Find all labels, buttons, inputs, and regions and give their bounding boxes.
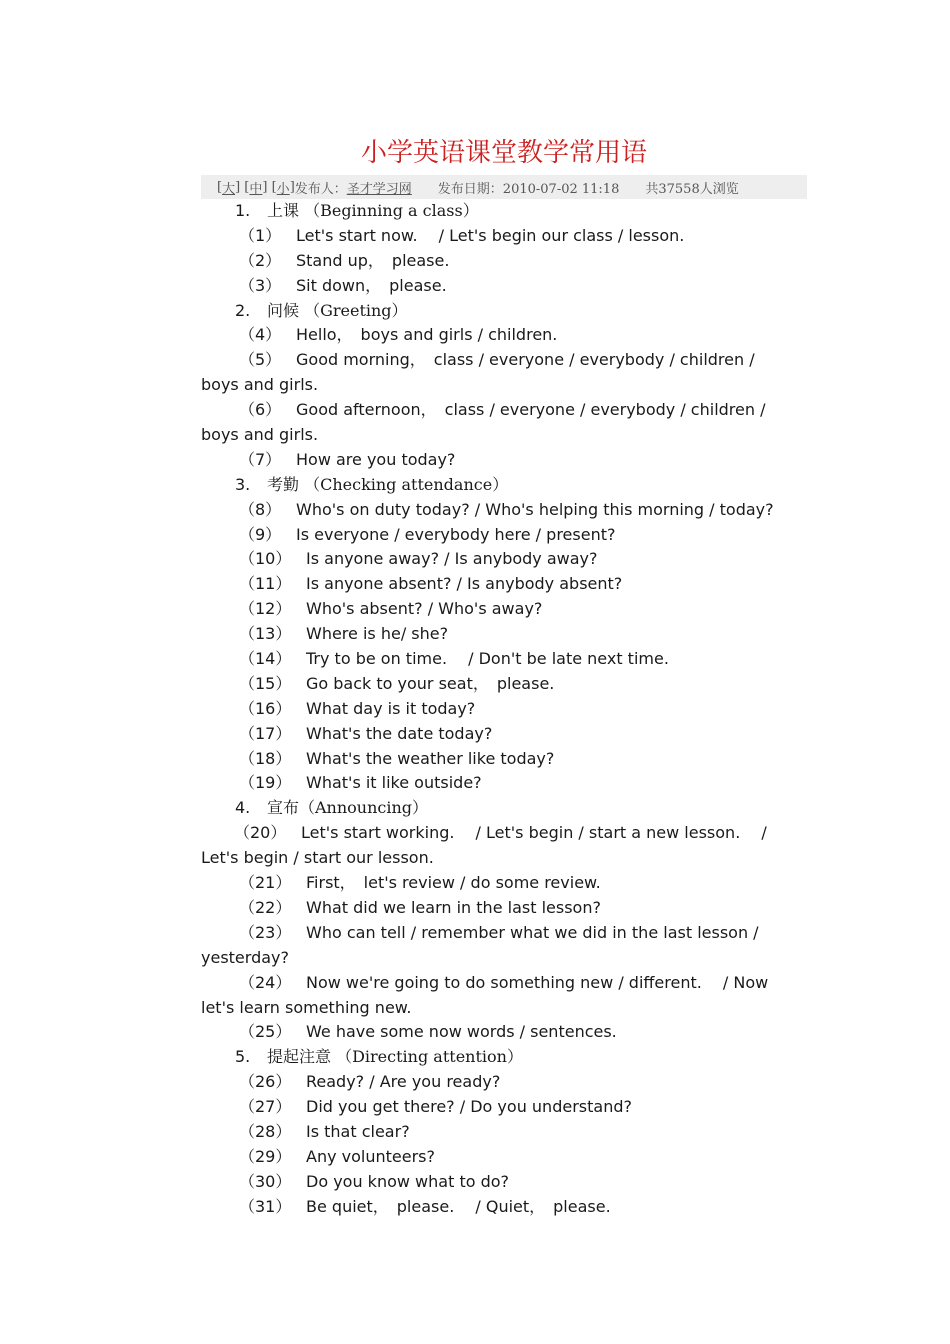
list-item: （10） Is anyone away? / Is anybody away? [239,549,598,569]
font-size-medium-link[interactable]: 中 [249,181,263,197]
section-heading: 3. 考勤 （Checking attendance） [235,474,509,494]
list-item: （12） Who's absent? / Who's away? [239,599,543,619]
list-item: （5） Good morning， class / everyone / everybody / children / [239,350,755,370]
list-item: （20） Let's start working. / Let's begin / start a new lesson. / [234,823,767,843]
list-item-continuation: boys and girls. [201,375,319,395]
publisher-link[interactable]: 圣才学习网 [346,181,412,197]
list-item-continuation: let's learn something new. [201,997,412,1017]
list-item: （24） Now we're going to do something new / different. / Now [239,972,769,992]
list-item: （14） Try to be on time. / Don't be late next time. [239,649,669,669]
list-item: （17） What's the date today? [239,723,493,743]
list-item: （7） How are you today? [239,449,456,469]
list-item: （19） What's it like outside? [239,773,482,793]
list-item: （1） Let's start now. / Let's begin our class / lesson. [239,225,685,245]
list-item: （26） Ready? / Are you ready? [239,1072,501,1092]
section-heading: 1. 上课 （Beginning a class） [235,201,479,220]
font-size-large-link[interactable]: 大 [222,181,236,197]
view-count: 共37558人浏览 [645,181,739,197]
list-item: （13） Where is he/ she? [239,624,449,644]
list-item-continuation: Let's begin / start our lesson. [201,848,434,868]
list-item: （29） Any volunteers? [239,1146,435,1166]
list-item: （4） Hello， boys and girls / children. [239,325,558,345]
section-heading: 2. 问候 （Greeting） [235,300,408,320]
list-item-continuation: yesterday? [201,947,289,967]
article-body [201,199,807,1220]
list-item: （22） What did we learn in the last lesson? [239,897,601,917]
list-item: （11） Is anyone absent? / Is anybody absent? [239,574,623,594]
publisher-label: 发布人： [294,181,347,197]
list-item: （16） What day is it today? [239,698,476,718]
font-size-small-link[interactable]: 小 [276,181,290,197]
list-item: （6） Good afternoon， class / everyone / everybody / children / [239,400,766,420]
list-item: （27） Did you get there? / Do you understand? [239,1097,632,1117]
list-item: （3） Sit down， please. [239,275,447,295]
list-item: （31） Be quiet， please. / Quiet， please. [239,1196,611,1216]
list-item: （8） Who's on duty today? / Who's helping this morning / today? [239,499,774,519]
list-item: （30） Do you know what to do? [239,1171,510,1191]
list-item-continuation: boys and girls. [201,425,319,445]
publish-date: 发布日期：2010-07-02 11:18 [437,181,620,197]
list-item: （25） We have some now words / sentences. [239,1022,617,1042]
list-item: （23） Who can tell / remember what we did in the last lesson / [239,922,759,942]
page-title: 小学英语课堂教学常用语 [360,138,647,168]
list-item: （15） Go back to your seat， please. [239,673,555,693]
list-item: （21） First， let's review / do some review. [239,873,601,893]
list-item: （18） What's the weather like today? [239,748,555,768]
list-item: （2） Stand up， please. [239,250,450,270]
section-heading: 5. 提起注意 （Directing attention） [235,1047,523,1067]
list-item: （28） Is that clear? [239,1121,410,1141]
list-item: （9） Is everyone / everybody here / present? [239,524,616,544]
section-heading: 4. 宣布（Announcing） [235,798,429,818]
article-meta-bar: [ 大 ] [ 中 ] [ 小 ] 发布人： 圣才学习网 发布日期：2010-07-02 11:18 共37558人浏览 [201,175,807,199]
